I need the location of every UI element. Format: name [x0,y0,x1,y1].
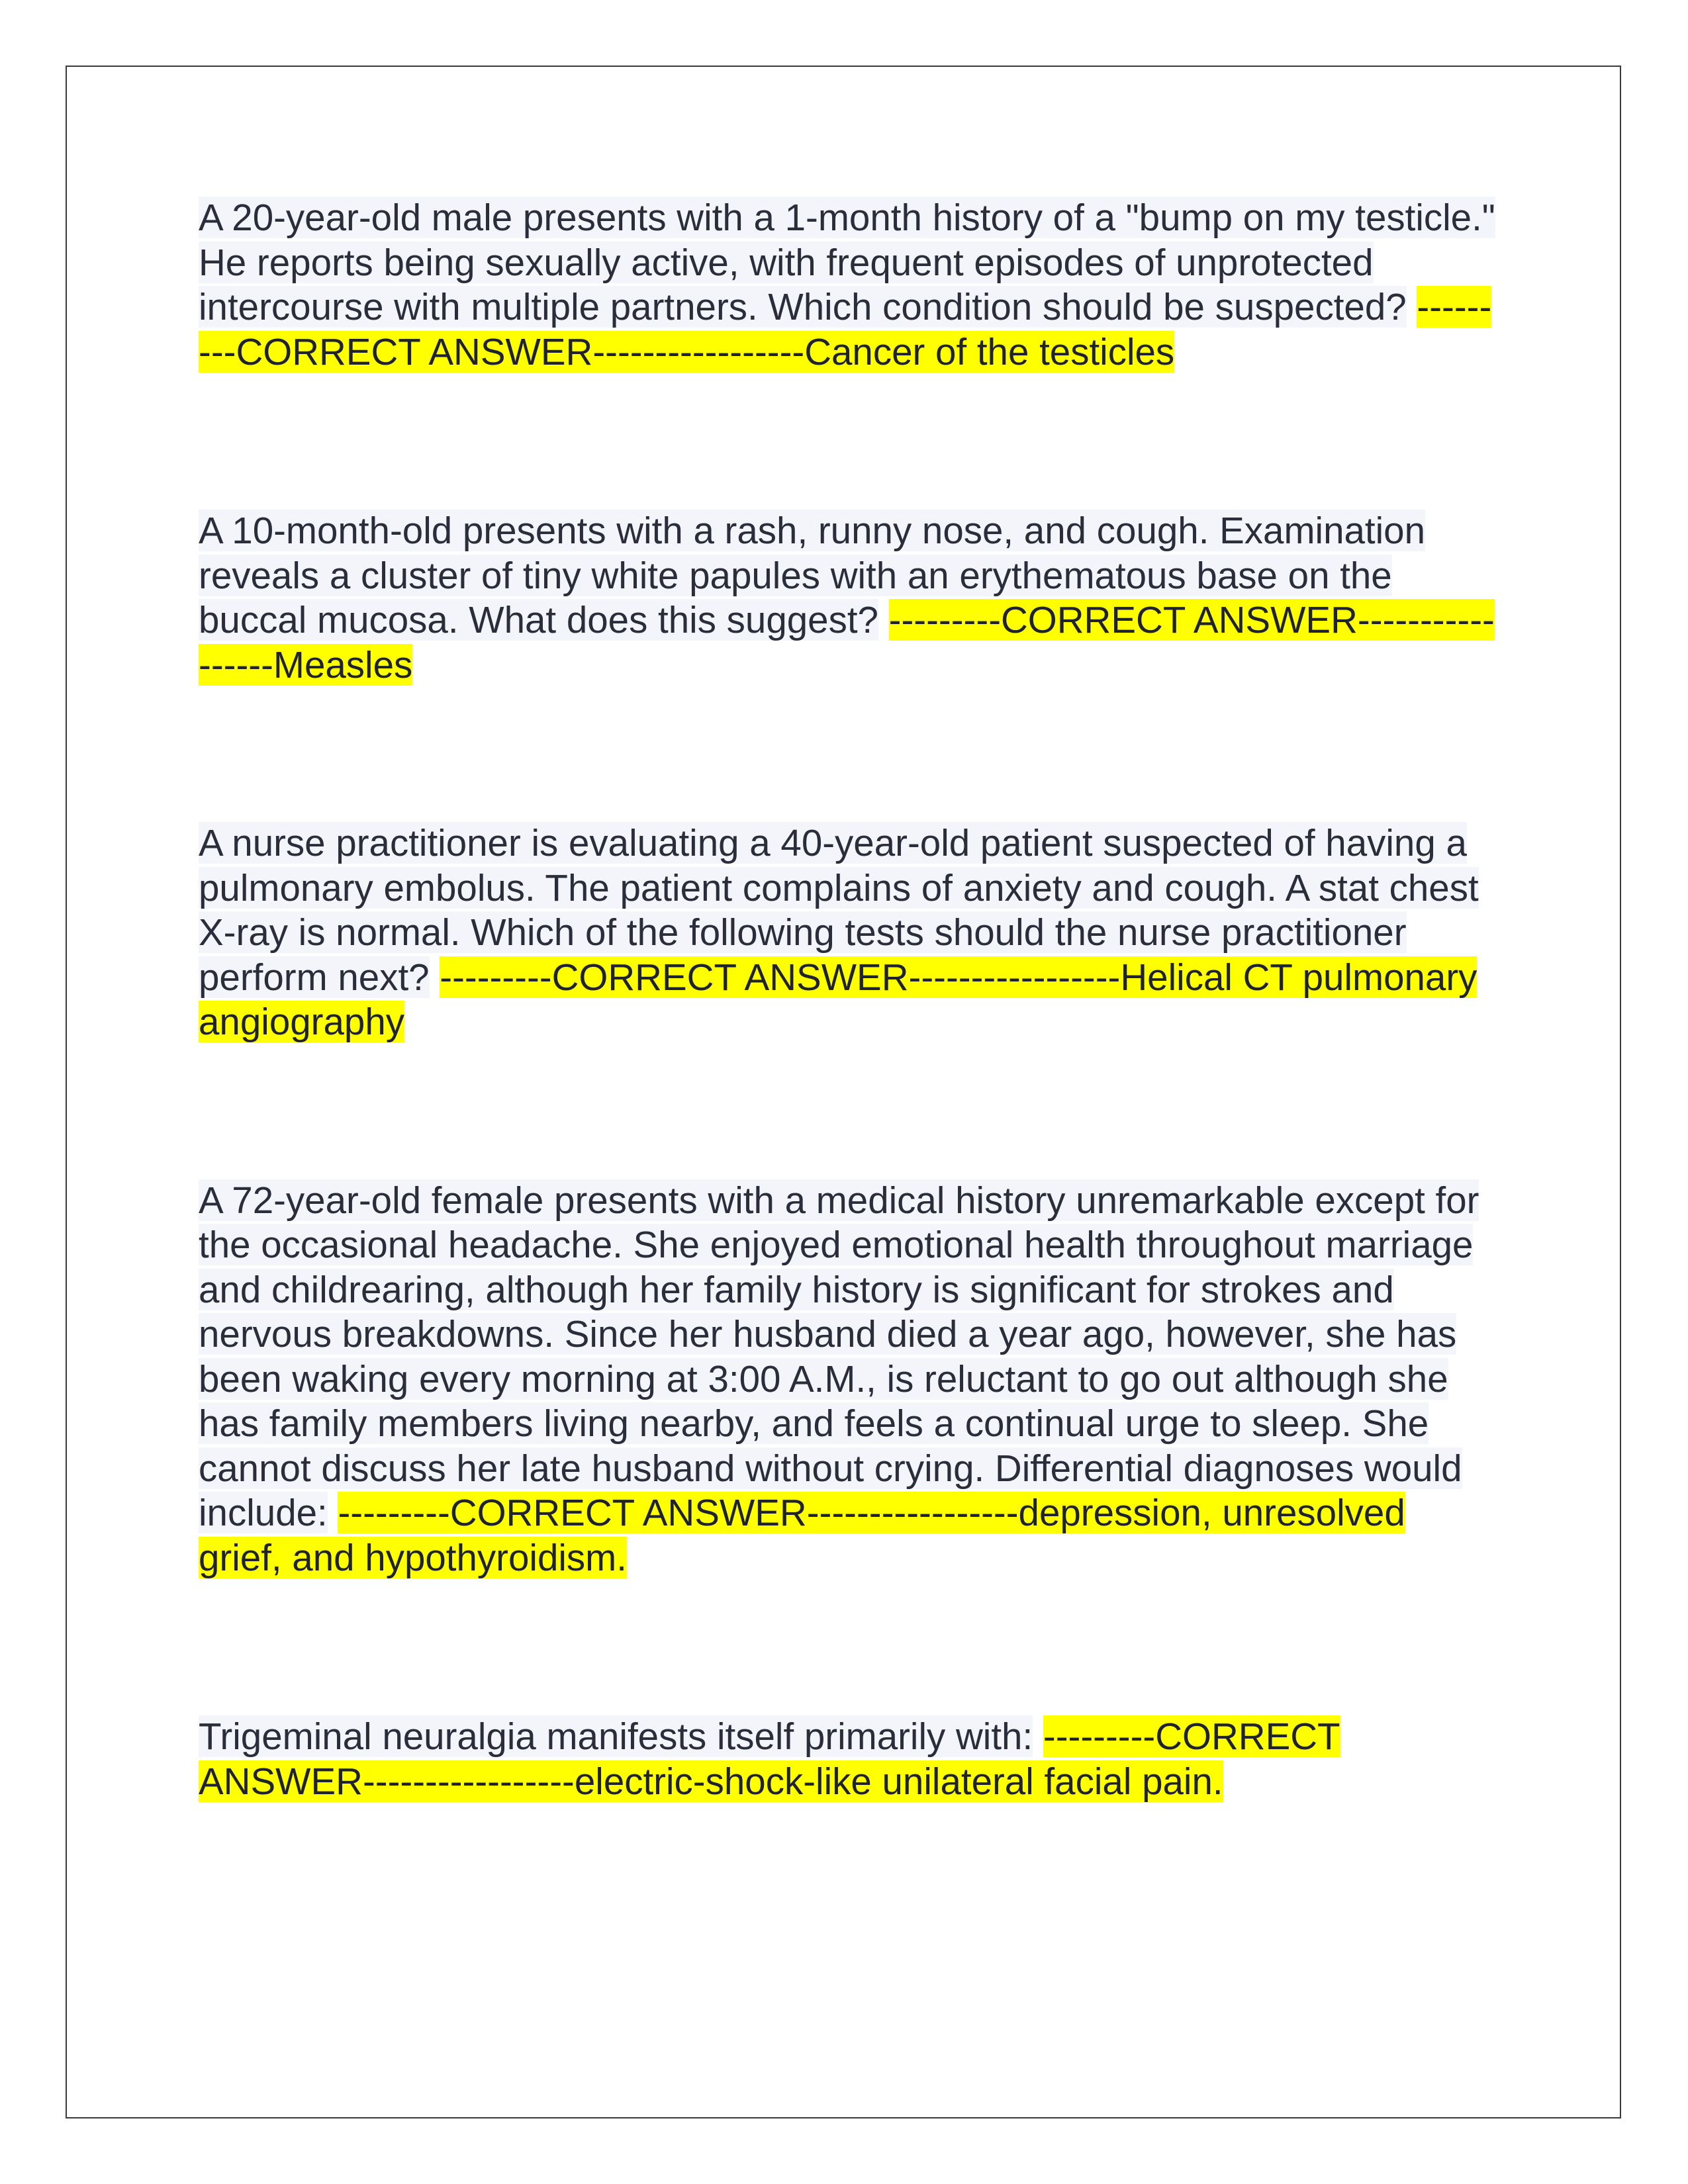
correct-answer: ---------CORRECT ANSWER-----------------Cancer of the testicles [199,286,1492,373]
qa-item [199,508,1496,687]
question-text: A 72-year-old female presents with a medical history unremarkable except for the occasional headache. She enjoyed emotional health throughout marriage and childrearing, although her family history is significant for strokes and nervous breakdowns. Since her husband died a year ago, however, she has been waking every morning at 3:00 A.M., is reluctant to go out although she has family members living nearby, and feels a continual urge to sleep. She cannot discuss her late husband without crying. Differential diagnoses would include: [199,1179,1479,1533]
document-body [199,195,1496,1803]
correct-answer: ---------CORRECT ANSWER-----------------Measles [199,599,1495,686]
qa-item [199,1714,1496,1803]
qa-item [199,1178,1496,1580]
correct-answer: ---------CORRECT ANSWER-----------------Helical CT pulmonary angiography [199,956,1477,1042]
question-text: A nurse practitioner is evaluating a 40-year-old patient suspected of having a pulmonary embolus. The patient complains of anxiety and cough. A stat chest X-ray is normal. Which of the following tests should the nurse practitioner perform next? [199,822,1479,998]
question-text: A 10-month-old presents with a rash, runny nose, and cough. Examination reveals a cluster of tiny white papules with an erythematous base on the buccal mucosa. What does this suggest? [199,510,1426,641]
question-text: Trigeminal neuralgia manifests itself primarily with: [199,1715,1033,1757]
correct-answer: ---------CORRECT ANSWER-----------------electric-shock-like unilateral facial pain. [199,1715,1340,1802]
question-text: A 20-year-old male presents with a 1-month history of a "bump on my testicle." He reports being sexually active, with frequent episodes of unprotected intercourse with multiple partners. Which condition should be suspected? [199,197,1495,328]
qa-item [199,195,1496,374]
correct-answer: ---------CORRECT ANSWER-----------------depression, unresolved grief, and hypothyroidism. [199,1492,1405,1578]
qa-item [199,821,1496,1044]
